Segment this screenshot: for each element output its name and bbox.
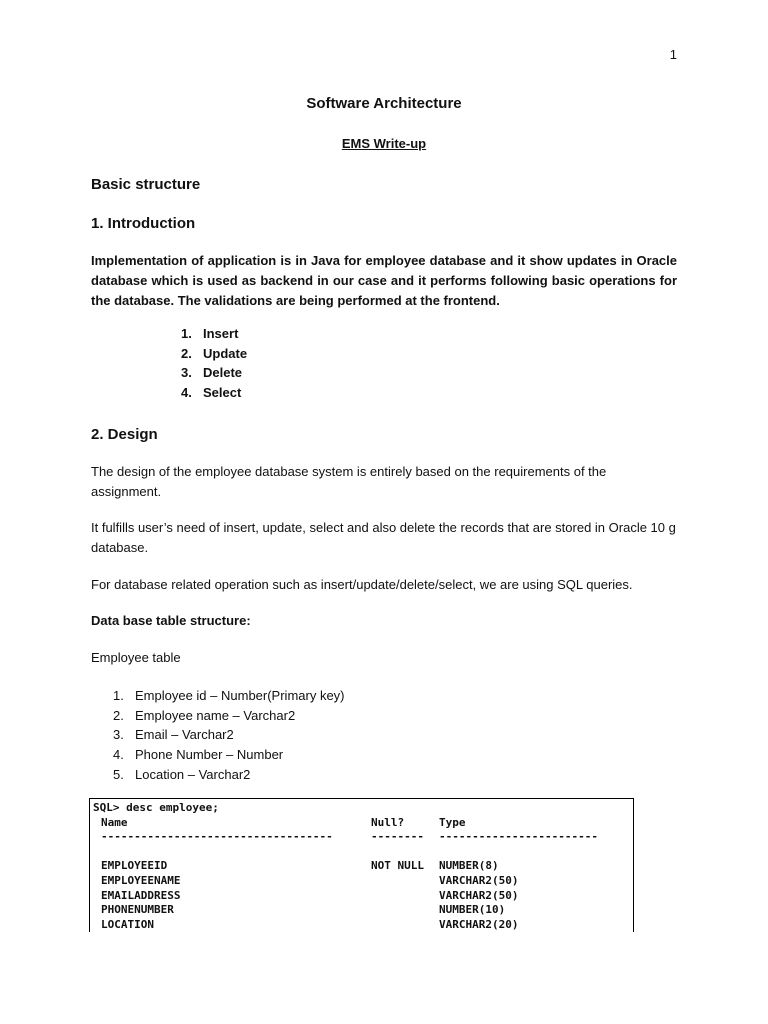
column-null: NOT NULL xyxy=(371,859,424,873)
list-number: 1. xyxy=(181,326,192,341)
sql-output-screenshot xyxy=(89,798,634,932)
table-row xyxy=(93,918,633,933)
list-item xyxy=(181,344,247,364)
heading-design: 2. Design xyxy=(91,426,158,443)
sql-header-name: Name xyxy=(101,815,128,829)
list-item-label: Email – Varchar2 xyxy=(135,727,234,743)
sql-header-null: Null? xyxy=(371,815,405,829)
list-item-label: Employee name – Varchar2 xyxy=(135,707,296,723)
column-name: EMPLOYEENAME xyxy=(101,873,181,887)
column-type: VARCHAR2(50) xyxy=(439,873,519,887)
sql-separator-type: ------------------------ xyxy=(439,830,598,844)
list-item xyxy=(181,324,247,344)
column-name: EMAILADDRESS xyxy=(101,888,181,902)
table-row xyxy=(93,889,633,904)
list-item-label: Phone Number – Number xyxy=(135,747,284,763)
sql-header-type: Type xyxy=(439,815,466,829)
list-item xyxy=(113,725,345,745)
column-null xyxy=(371,889,439,904)
list-item xyxy=(113,686,345,706)
list-number: 2. xyxy=(113,707,124,723)
column-null xyxy=(371,903,439,918)
list-item xyxy=(181,383,247,403)
list-item xyxy=(181,363,247,383)
sql-separator-row xyxy=(93,830,633,845)
list-item xyxy=(113,745,345,765)
sql-command: SQL> desc employee; xyxy=(93,801,219,814)
document-subtitle: EMS Write-up xyxy=(341,136,427,151)
column-null xyxy=(371,874,439,889)
heading-basic-structure: Basic structure xyxy=(91,176,201,193)
list-item-label: Select xyxy=(203,385,242,401)
table-row xyxy=(93,859,633,874)
page-number: 1 xyxy=(669,47,677,62)
columns-list xyxy=(113,686,345,785)
list-item xyxy=(113,706,345,726)
list-item-label: Update xyxy=(203,345,248,361)
list-item xyxy=(113,765,345,785)
design-paragraph-1: The design of the employee database system is entirely based on the requirements of the assignment. xyxy=(91,464,607,499)
list-number: 3. xyxy=(181,365,192,381)
list-number: 4. xyxy=(181,385,192,401)
operations-list xyxy=(181,324,247,403)
sql-blank-row xyxy=(93,845,633,860)
column-type: NUMBER(10) xyxy=(439,903,506,917)
heading-introduction: 1. Introduction xyxy=(91,215,196,232)
column-type: VARCHAR2(20) xyxy=(439,917,519,931)
document-title: Software Architecture xyxy=(306,95,462,112)
employee-table-label: Employee table xyxy=(91,650,181,665)
list-number: 5. xyxy=(113,766,124,782)
column-type: VARCHAR2(50) xyxy=(439,888,519,902)
list-number: 1. xyxy=(113,688,124,703)
design-paragraph-3: For database related operation such as insert/update/delete/select, we are using SQL queries. xyxy=(91,577,633,592)
sql-separator-name: ----------------------------------- xyxy=(101,830,333,844)
intro-paragraph: Implementation of application is in Java for employee database and it show updates in Oracle database which is used as backend in our case and it performs following basic operations for the database. The validations are being performed at the frontend. xyxy=(91,253,677,308)
list-number: 3. xyxy=(113,727,124,743)
sql-separator-null: -------- xyxy=(371,830,424,844)
column-name: LOCATION xyxy=(101,917,154,931)
db-structure-heading: Data base table structure: xyxy=(91,613,251,628)
list-number: 4. xyxy=(113,747,124,763)
column-name: PHONENUMBER xyxy=(101,903,174,917)
table-row xyxy=(93,874,633,889)
column-name: EMPLOYEEID xyxy=(101,859,168,873)
list-item-label: Location – Varchar2 xyxy=(135,766,251,782)
list-item-label: Employee id – Number(Primary key) xyxy=(135,688,345,703)
list-item-label: Insert xyxy=(203,326,239,341)
column-null xyxy=(371,918,439,933)
table-row xyxy=(93,903,633,918)
design-paragraph-2: It fulfills user’s need of insert, update, select and also delete the records that are stored in Oracle 10 g database. xyxy=(91,520,676,555)
sql-header-row xyxy=(93,816,633,831)
column-type: NUMBER(8) xyxy=(439,859,499,873)
list-number: 2. xyxy=(181,345,192,361)
list-item-label: Delete xyxy=(203,365,243,381)
